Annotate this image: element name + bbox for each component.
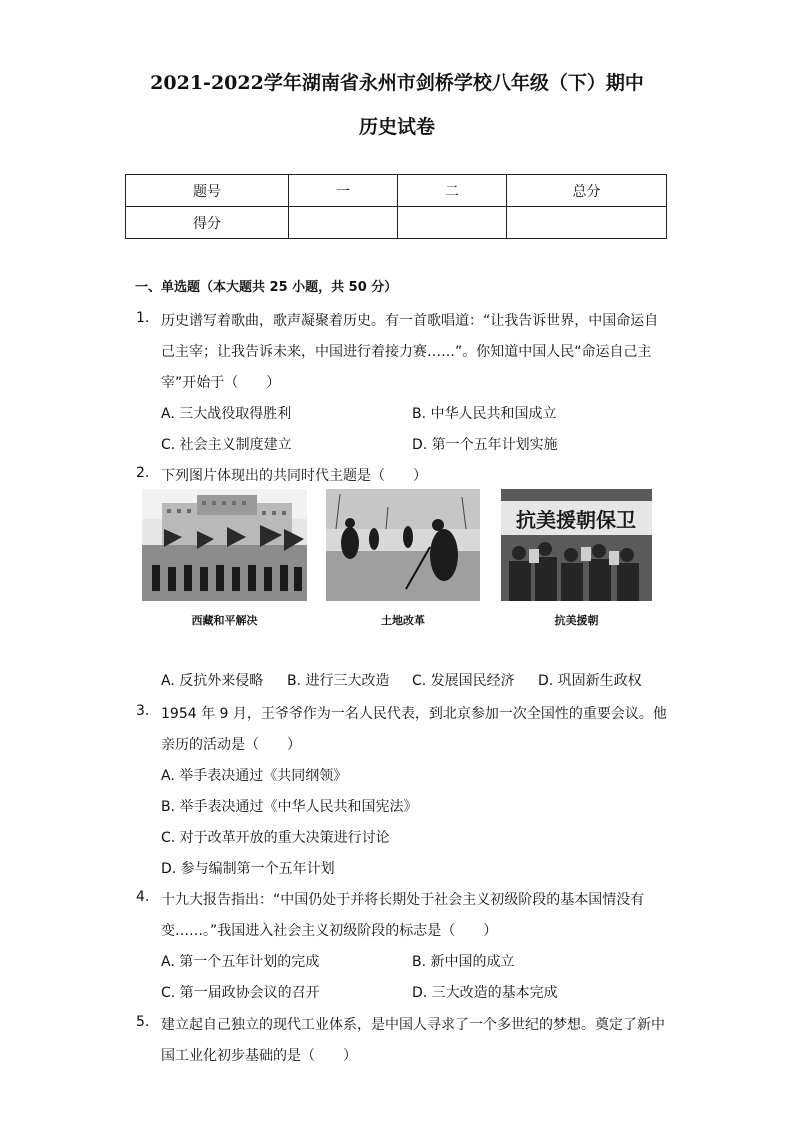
score-cell bbox=[507, 207, 667, 239]
question-text: 建立起自己独立的现代工业体系，是中国人寻求了一个多世纪的梦想。奠定了新中 bbox=[161, 1017, 665, 1033]
option-c: C. 第一届政协会议的召开 bbox=[161, 985, 320, 1001]
option-a: A. 反抗外来侵略 bbox=[161, 673, 264, 689]
section-heading: 一、单选题（本大题共 25 小题，共 50 分） bbox=[135, 280, 398, 295]
question-text: 亲历的活动是（ ） bbox=[161, 737, 301, 753]
title-line-1: 2021-2022学年湖南省永州市剑桥学校八年级（下）期中 bbox=[150, 72, 644, 94]
korea-war-photo bbox=[501, 489, 652, 601]
option-b: B. 举手表决通过《中华人民共和国宪法》 bbox=[161, 799, 418, 815]
question-number: 4. bbox=[136, 889, 150, 905]
question-text: 历史谱写着歌曲，歌声凝聚着历史。有一首歌唱道：“让我告诉世界，中国命运自 bbox=[161, 313, 659, 329]
header-cell: 一 bbox=[289, 175, 398, 207]
question-number: 5. bbox=[136, 1014, 150, 1030]
question-number: 3. bbox=[136, 703, 150, 719]
question-text: 宰”开始于（ ） bbox=[161, 375, 281, 391]
question-text: 变……。”我国进入社会主义初级阶段的标志是（ ） bbox=[161, 923, 498, 939]
caption-land-reform: 土地改革 bbox=[381, 614, 425, 627]
option-a: A. 第一个五年计划的完成 bbox=[161, 954, 320, 970]
title-line-2: 历史试卷 bbox=[358, 116, 435, 138]
header-cell: 二 bbox=[398, 175, 507, 207]
score-table-row bbox=[126, 207, 667, 239]
option-d: D. 巩固新生政权 bbox=[538, 673, 642, 689]
question-number: 1. bbox=[136, 310, 150, 326]
score-cell bbox=[289, 207, 398, 239]
score-table-header-row bbox=[126, 175, 667, 207]
header-cell: 题号 bbox=[126, 175, 289, 207]
caption-korea: 抗美援朝 bbox=[554, 614, 599, 627]
score-table bbox=[125, 174, 667, 239]
caption-tibet: 西藏和平解决 bbox=[191, 614, 258, 627]
score-cell bbox=[398, 207, 507, 239]
question-text: 下列图片体现出的共同时代主题是（ ） bbox=[161, 468, 427, 484]
option-b: B. 新中国的成立 bbox=[412, 954, 515, 970]
option-b: B. 中华人民共和国成立 bbox=[412, 406, 557, 422]
tibet-photo bbox=[142, 489, 307, 601]
option-c: C. 发展国民经济 bbox=[412, 673, 515, 689]
option-b: B. 进行三大改造 bbox=[287, 673, 390, 689]
question-number: 2. bbox=[136, 465, 150, 481]
option-c: C. 对于改革开放的重大决策进行讨论 bbox=[161, 830, 390, 846]
question-text: 十九大报告指出：“中国仍处于并将长期处于社会主义初级阶段的基本国情没有 bbox=[161, 892, 645, 908]
option-c: C. 社会主义制度建立 bbox=[161, 437, 292, 453]
option-a: A. 三大战役取得胜利 bbox=[161, 406, 292, 422]
option-d: D. 第一个五年计划实施 bbox=[412, 437, 558, 453]
land-reform-photo bbox=[326, 489, 480, 601]
row-label: 得分 bbox=[126, 207, 289, 239]
option-d: D. 三大改造的基本完成 bbox=[412, 985, 558, 1001]
header-cell: 总分 bbox=[507, 175, 667, 207]
question-text: 国工业化初步基础的是（ ） bbox=[161, 1048, 357, 1064]
question-text: 己主宰；让我告诉未来，中国进行着接力赛……”。你知道中国人民“命运自己主 bbox=[161, 344, 652, 360]
banner-text: 抗美援朝保卫 bbox=[516, 508, 636, 532]
option-d: D. 参与编制第一个五年计划 bbox=[161, 861, 335, 877]
question-text: 1954 年 9 月，王爷爷作为一名人民代表，到北京参加一次全国性的重要会议。他 bbox=[161, 706, 667, 722]
option-a: A. 举手表决通过《共同纲领》 bbox=[161, 768, 348, 784]
